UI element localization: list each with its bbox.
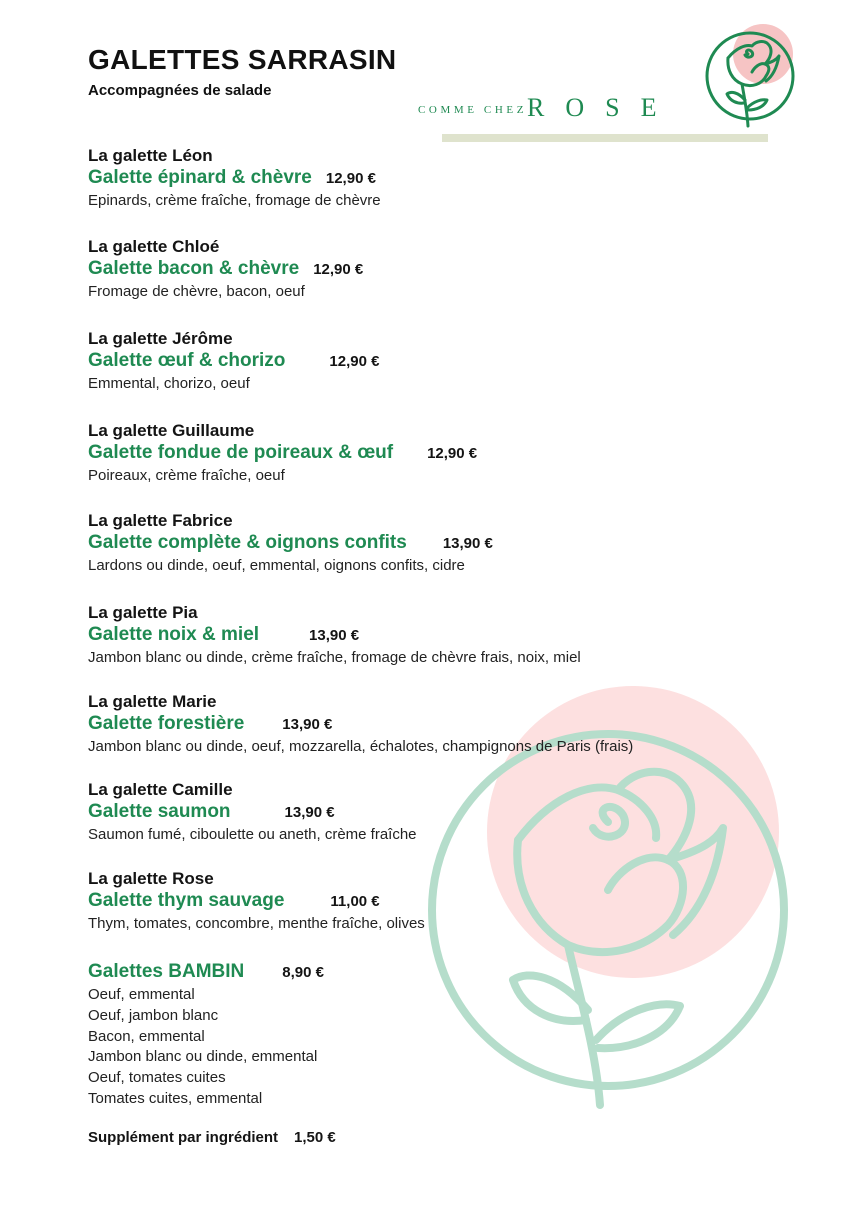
item-title: Galette épinard & chèvre [88, 167, 312, 188]
item-title: Galette complète & oignons confits [88, 532, 407, 553]
bambin-option: Bacon, emmental [88, 1027, 205, 1045]
menu-item [88, 237, 363, 302]
bambin-option: Jambon blanc ou dinde, emmental [88, 1048, 318, 1066]
item-name: La galette Marie [88, 692, 217, 711]
brand-underline-bar [442, 134, 768, 142]
item-title: Galette œuf & chorizo [88, 350, 286, 371]
menu-item [88, 421, 477, 486]
item-name: La galette Rose [88, 869, 214, 888]
menu-item [88, 511, 493, 576]
menu-item [88, 329, 379, 394]
item-price: 13,90 € [282, 716, 333, 733]
item-title: Galette thym sauvage [88, 890, 285, 911]
menu-item [88, 869, 425, 934]
page-subtitle: Accompagnées de salade [88, 82, 272, 99]
bambin-option: Oeuf, emmental [88, 986, 195, 1003]
bambin-section [88, 960, 324, 1110]
item-description: Saumon fumé, ciboulette ou aneth, crème fraîche [88, 826, 417, 843]
item-name: La galette Chloé [88, 237, 220, 256]
item-description: Jambon blanc ou dinde, crème fraîche, fromage de chèvre frais, noix, miel [88, 649, 581, 666]
item-price: 12,90 € [427, 445, 478, 462]
brand-name: ROSE [527, 93, 678, 122]
bambin-option: Tomates cuites, emmental [88, 1089, 263, 1107]
rose-watermark-icon [418, 710, 798, 1120]
bambin-price: 8,90 € [282, 964, 324, 981]
item-price: 11,00 € [330, 893, 380, 910]
item-title: Galette fondue de poireaux & œuf [88, 442, 394, 463]
menu-item [88, 146, 381, 211]
item-title: Galette noix & miel [88, 624, 260, 645]
menu-item [88, 603, 581, 668]
item-description: Lardons ou dinde, oeuf, emmental, oignons confits, cidre [88, 557, 465, 574]
bambin-title: Galettes BAMBIN [88, 961, 245, 982]
item-price: 13,90 € [442, 535, 493, 552]
item-price: 12,90 € [329, 353, 380, 370]
rose-logo-icon [700, 26, 800, 130]
item-price: 12,90 € [313, 261, 364, 278]
brand-prefix: COMME CHEZ [418, 104, 528, 116]
item-name: La galette Léon [88, 146, 213, 165]
menu-item [88, 780, 417, 845]
supplement-price: 1,50 € [294, 1129, 336, 1146]
item-description: Fromage de chèvre, bacon, oeuf [88, 283, 305, 300]
item-price: 13,90 € [309, 627, 360, 644]
supplement-line [88, 1129, 336, 1146]
item-name: La galette Jérôme [88, 329, 233, 348]
item-name: La galette Pia [88, 603, 198, 622]
item-name: La galette Guillaume [88, 421, 255, 440]
item-price: 12,90 € [325, 170, 376, 187]
item-description: Emmental, chorizo, oeuf [88, 375, 250, 392]
item-price: 13,90 € [284, 804, 335, 821]
item-description: Thym, tomates, concombre, menthe fraîche, olives [88, 915, 425, 932]
page-title: GALETTES SARRASIN [88, 44, 397, 75]
item-description: Epinards, crème fraîche, fromage de chèvre [88, 192, 381, 209]
supplement-label: Supplément par ingrédient [88, 1129, 279, 1146]
brand-logotype [418, 93, 678, 123]
item-title: Galette saumon [88, 801, 231, 822]
item-title: Galette forestière [88, 713, 245, 734]
item-description: Poireaux, crème fraîche, oeuf [88, 467, 285, 484]
item-title: Galette bacon & chèvre [88, 258, 300, 279]
item-name: La galette Camille [88, 780, 233, 799]
menu-item [88, 692, 633, 757]
item-name: La galette Fabrice [88, 511, 233, 530]
item-description: Jambon blanc ou dinde, oeuf, mozzarella, échalotes, champignons de Paris (frais) [88, 738, 634, 755]
bambin-option: Oeuf, jambon blanc [88, 1006, 219, 1024]
bambin-option: Oeuf, tomates cuites [88, 1069, 226, 1087]
